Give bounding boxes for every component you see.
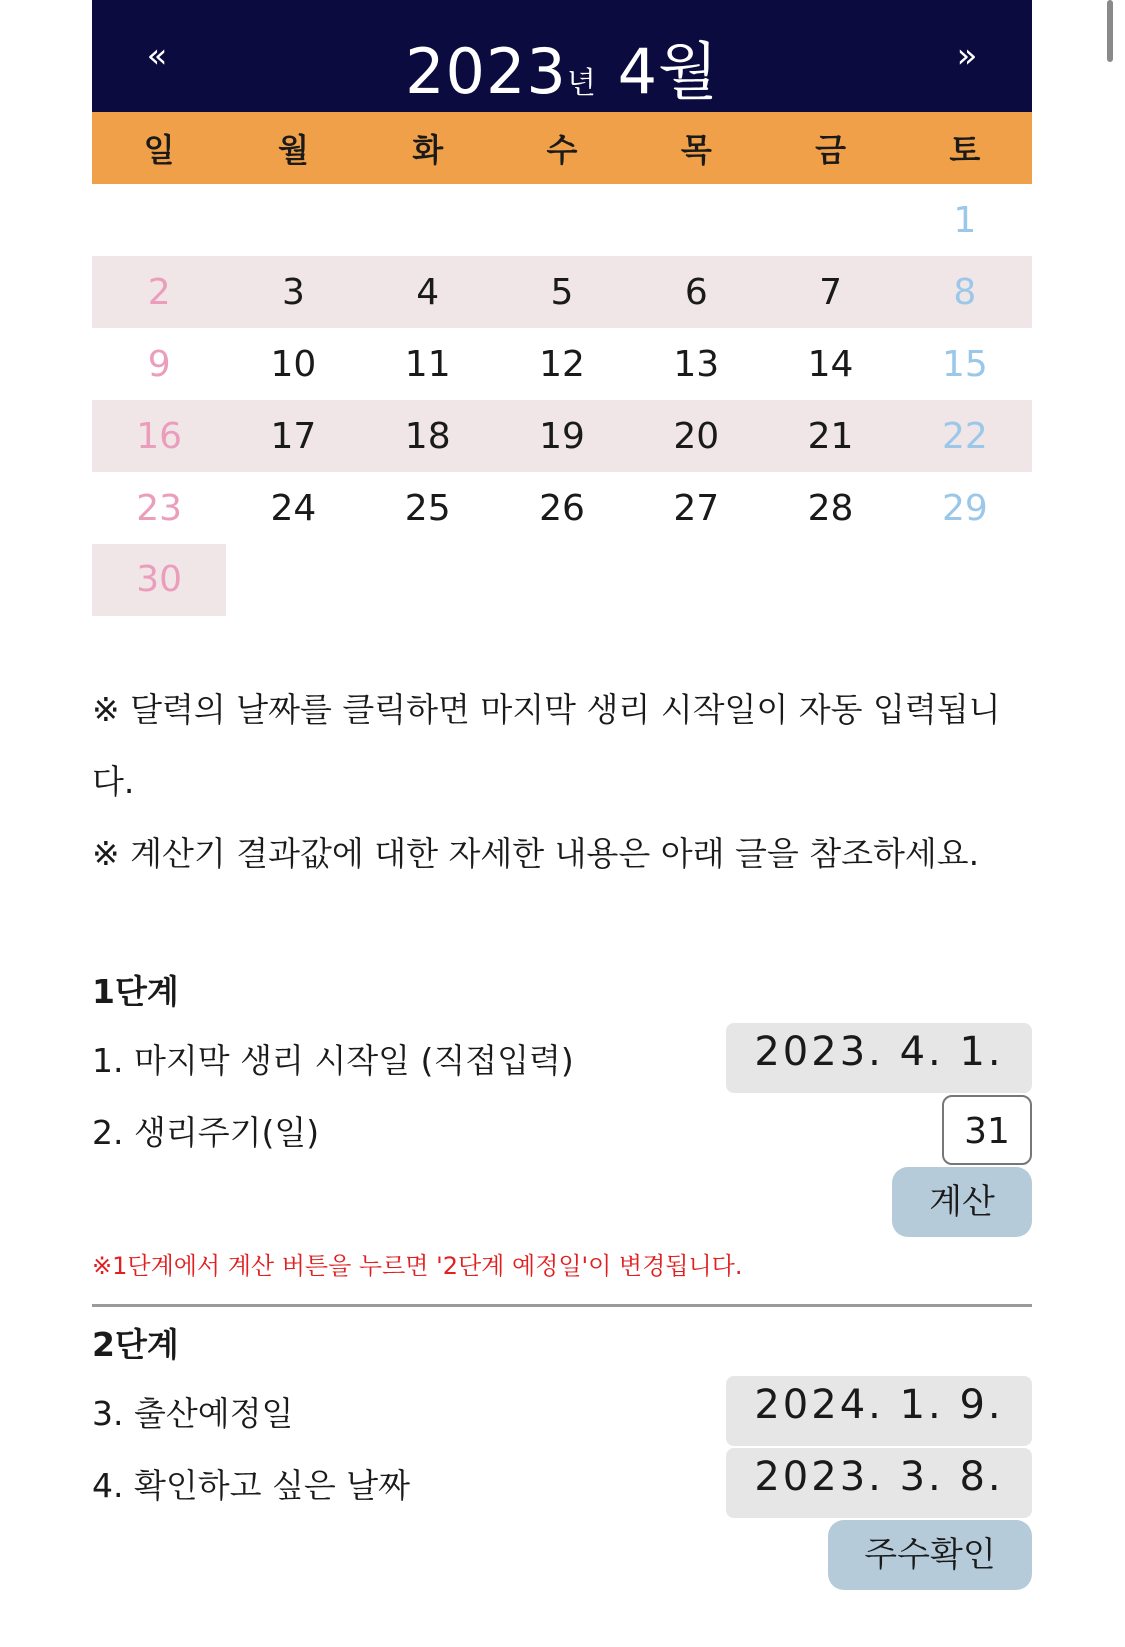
calendar-day[interactable]: 11	[404, 343, 451, 385]
calendar-year-unit: 년	[566, 66, 597, 101]
calendar-week	[92, 328, 1032, 400]
step1-warning: ※1단계에서 계산 버튼을 누르면 '2단계 예정일'이 변경됩니다.	[92, 1252, 743, 1280]
calendar-day[interactable]: 16	[136, 415, 183, 457]
check-date-row	[92, 1447, 1032, 1519]
last-period-input[interactable]: 2023. 4. 1.	[726, 1023, 1032, 1093]
weekday-sun: 일	[143, 131, 175, 169]
calendar-day[interactable]: 6	[684, 271, 708, 313]
calendar-day[interactable]: 27	[673, 487, 720, 529]
calendar-day[interactable]: 23	[136, 487, 183, 529]
weekday-wed: 수	[546, 131, 578, 169]
calendar-day[interactable]: 19	[539, 415, 585, 457]
calculator-container	[92, 0, 1032, 1591]
due-date-row	[92, 1375, 1032, 1447]
section-divider	[92, 1304, 1032, 1307]
weekday-sat: 토	[949, 131, 981, 169]
calendar-day[interactable]: 3	[281, 271, 305, 313]
calendar-day[interactable]: 28	[807, 487, 854, 529]
weekday-tue: 화	[412, 131, 444, 169]
calendar-day[interactable]: 25	[404, 487, 451, 529]
calendar-header	[92, 0, 1032, 112]
calendar-day[interactable]: 12	[539, 343, 585, 385]
calendar-day[interactable]: 7	[819, 271, 843, 313]
calendar-day[interactable]: 26	[539, 487, 585, 529]
calendar-day[interactable]: 18	[404, 415, 451, 457]
calendar-day[interactable]: 10	[270, 343, 317, 385]
calendar-day[interactable]: 29	[941, 487, 988, 529]
calendar-day[interactable]: 17	[270, 415, 317, 457]
calendar-day[interactable]: 13	[673, 343, 720, 385]
note-line-1b: 다.	[92, 762, 135, 801]
weekday-header	[92, 112, 1032, 184]
calendar-day[interactable]: 2	[147, 271, 171, 313]
cycle-input[interactable]: 31	[942, 1095, 1032, 1165]
calendar-day[interactable]: 30	[92, 544, 226, 616]
check-weeks-button[interactable]: 주수확인	[828, 1520, 1032, 1590]
calendar-week	[92, 544, 1032, 616]
calendar-day[interactable]: 14	[807, 343, 854, 385]
calendar-day[interactable]: 4	[416, 271, 440, 313]
last-period-row	[92, 1022, 1032, 1094]
calendar-week	[92, 472, 1032, 544]
cycle-row	[92, 1094, 1032, 1166]
week-button-row	[92, 1519, 1032, 1591]
scrollbar-thumb[interactable]	[1107, 0, 1113, 62]
prev-month-button[interactable]: «	[146, 36, 168, 76]
due-date-input[interactable]: 2024. 1. 9.	[726, 1376, 1032, 1446]
calendar-day[interactable]: 21	[807, 415, 854, 457]
calendar-day[interactable]: 15	[941, 343, 988, 385]
step1-title: 1단계	[92, 972, 179, 1011]
calculate-button[interactable]: 계산	[892, 1167, 1032, 1237]
calendar-day[interactable]: 5	[550, 271, 574, 313]
next-month-button[interactable]: »	[956, 36, 978, 76]
last-period-label: 1. 마지막 생리 시작일 (직접입력)	[92, 1040, 574, 1080]
cycle-label: 2. 생리주기(일)	[92, 1112, 320, 1152]
calendar-day[interactable]: 8	[953, 271, 977, 313]
calendar-day[interactable]: 9	[147, 343, 171, 385]
calendar-week	[92, 184, 1032, 256]
calc-button-row	[92, 1166, 1032, 1238]
weekday-mon: 월	[277, 131, 309, 169]
calendar-week	[92, 400, 1032, 472]
note-line-2: ※ 계산기 결과값에 대한 자세한 내용은 아래 글을 참조하세요.	[92, 834, 980, 873]
weekday-fri: 금	[815, 131, 847, 169]
calendar-week	[92, 256, 1032, 328]
calendar-month: 4월	[617, 35, 719, 108]
calendar-year: 2023	[405, 35, 567, 108]
calendar-title	[92, 22, 1032, 111]
step2-title: 2단계	[92, 1325, 179, 1364]
calendar-day[interactable]: 22	[941, 415, 988, 457]
check-date-input[interactable]: 2023. 3. 8.	[726, 1448, 1032, 1518]
note-line-1: ※ 달력의 날짜를 클릭하면 마지막 생리 시작일이 자동 입력됩니	[92, 690, 1001, 729]
weekday-thu: 목	[680, 131, 712, 169]
notes	[92, 674, 1032, 890]
due-date-label: 3. 출산예정일	[92, 1393, 294, 1433]
check-date-label: 4. 확인하고 싶은 날짜	[92, 1465, 410, 1505]
calendar-day[interactable]: 1	[953, 199, 977, 241]
calendar-day[interactable]: 20	[673, 415, 720, 457]
calendar-day[interactable]: 24	[270, 487, 317, 529]
